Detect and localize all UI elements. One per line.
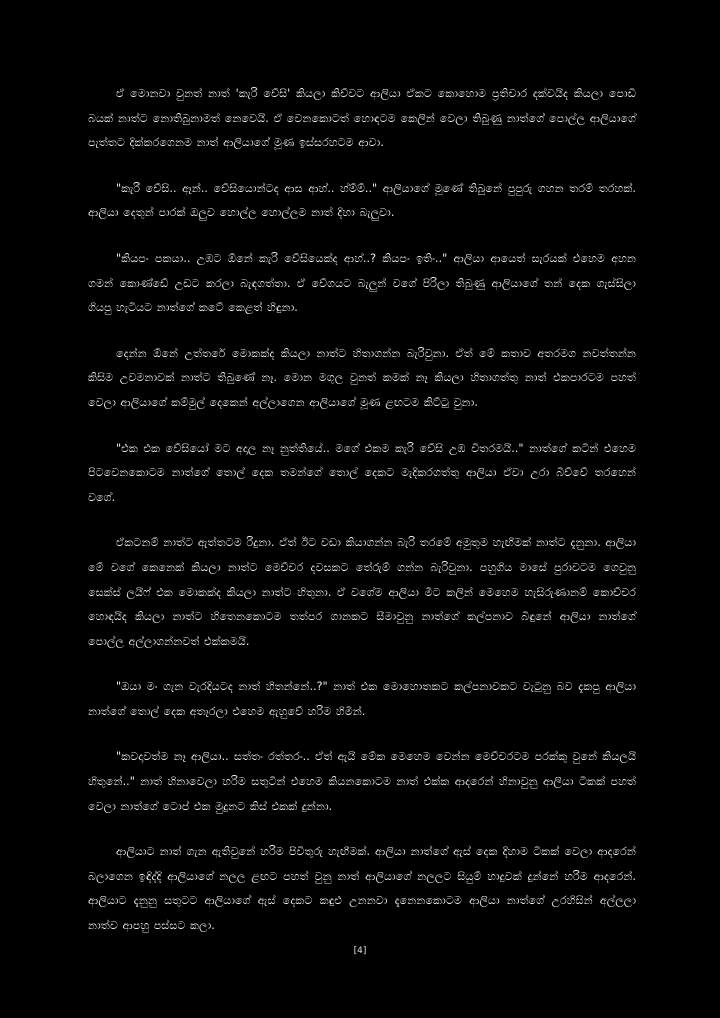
paragraph-4: දෙන්න ඕනේ උත්තරේ මොකක්ද කියලා නාත්ට හිතාගන්න බැරිවුනා. ඒත් මේ කතාව අතරමග නවත්තන්න කිසිම උවමනාවක් නාත්ට තිබුණේ නෑ. මොන මගුල වුනත් කමක් නෑ කියලා හිතාගත්තු නාත් එකපාරටම පහත් වෙලා ආලියාගේ කම්මුල් දෙකෙන් අල්ලාගෙන ආලියාගේ මූණ ළඟටම කිට්ටු වුනා.: [88, 346, 636, 409]
paragraph-8: "කවදාවත්ම නෑ ආලියා.. සත්තං රත්තරං.. ඒත් ඇයි මේක මෙහෙම වෙන්න මෙච්චරටම පරක්කු වුනේ කියලයි හිතුනේ.." නාත් හිනාවෙලා හරිම සතුටින් එහෙම කියනකොටම නාත් එක්ක ආදරෙන් හිනාවුනු ආලියා ටිකක් පහත් වෙලා නාත්ගේ ටොප් එක මුදුනට කිස් එකක් දුන්නා.: [88, 750, 636, 813]
paragraph-5: "එක එක වේසියෝ මට අදාල නෑ නුත්තියේ.. මගේ එකම කැරි වේසි උඹ විතරමයි.." නාත්ගේ කටින් එහෙම පිටවෙනකොටම නාත්ගේ තොල් දෙක තමන්ගේ තොල් දෙකට මැදිකරගත්තු ආලියා ඒවා උරා බිව්වේ තරහෙන් වගේ.: [88, 441, 636, 504]
paragraph-3: "කියපං පකයා.. උඹට ඕනේ කැරි වේසියෙක්ද ආහ්..? කියපං ඉතිං.." ආලියා ආයෙත් සැරයක් එහෙම අහන ගමන් කොණ්ඩේ උඩට කරලා බැඳගත්තා. ඒ වේගයට බැලුන් වගේ පිරිලා තිබුණු ආලියාගේ තන් දෙක ගැස්සිලා ගියපු හැටියට නාත්ගේ කටේ කෙළත් හිඳුනා.: [88, 251, 636, 315]
paragraph-2: "කැරි වේසි.. ඈන්.. වේසියොන්ටද ආස ආහ්.. හ්ම්ම්.." ආලියාගේ මූණේ තිබුනේ පුපුරු ගහන තරම් තරහක්. ආලියා දෙතුන් පාරක් ඔලුව හොල්ල හොල්ලම නාත් දිහා බැලුවා.: [88, 181, 636, 220]
paragraph-9: ආලියාට නාත් ගැන ඇතිවුනේ හරිම පිවිතුරු හැඟීමක්. ආලියා නාත්ගේ ඇස් දෙක දිහාම ටිකක් වෙලා ආදරෙන් බලාගෙන ඉඳිද්දි ආලියාගේ නලල ළඟට පහත් වුනු නාත් ආලියාගේ නලලට සියුම් හාදුවක් දුන්නේ හරිම ආදරෙන්. ආලියාට දැනුනු සතුටට ආලියාගේ ඇස් දෙකට කඳුළු උනනවා දැනෙනකොටම ආලියා නාත්ගේ උරහිසින් අල්ලලා නාත්ව ආපහු පස්සට කලා.: [88, 845, 636, 933]
paragraph-1: ඒ මොනවා වුනත් නාත් 'කැරි වේසි' කියලා කිව්වට ආලියා ඒකට කොහොම ප්‍රතිචාර දක්වයිද කියලා පොඩි බයක් නාත්ට නොතිබුනාමත් නෙවෙයි. ඒ වෙනකොටත් හොඳටම කෙලින් වෙලා තිබුණු නාත්ගේ පොල්ල ආලියාගේ පැත්තට දික්කරගෙනම නාත් ආලියාගේ මූණ ඉස්සරහටම ආවා.: [88, 87, 636, 150]
paragraph-6: ඒකටනම් නාත්ට ඇත්තටම රිදුනා. ඒත් ඊට වඩා කියාගන්න බැරි තරමේ අමුතුම හැඟීමක් නාත්ට දැනුනා. ආලියා මේ වගේ කෙනෙක් කියලා නාත්ට මෙච්චර දවසකට තේරුම් ගන්න බැරිවුනා. පහුගිය මාසේ පුරාවටම ගෙවුනු සෙක්ස් ලයිෆ් එක මොකක්ද කියලා නාත්ට හිතුනා. ඒ වගේම ආලියා මීට කලින් මෙහෙම හැසිරුණානම් කොච්චර හොඳයිද කියලා නාත්ට හිතෙනකොටම තත්පර ගානකට සීමාවුනු නාත්ගේ කල්පනාව බිඳුනේ ආලියා නාත්ගේ පොල්ල අල්ලාගන්නවත් එක්කමයි.: [88, 536, 636, 648]
document-body: [88, 82, 636, 960]
page-number: [4]: [353, 946, 367, 956]
paragraph-7: "ඔයා මං ගැන වැරදියටද නාත් හිතන්නේ..?" නාත් එක මොහොතකට කල්පනාවකට වැටුනු බව දැකපු ආලියා නාත්ගේ තොල් දෙක අතෑරලා එහෙම ඇහුවේ හරිම හිමින්.: [88, 680, 636, 718]
